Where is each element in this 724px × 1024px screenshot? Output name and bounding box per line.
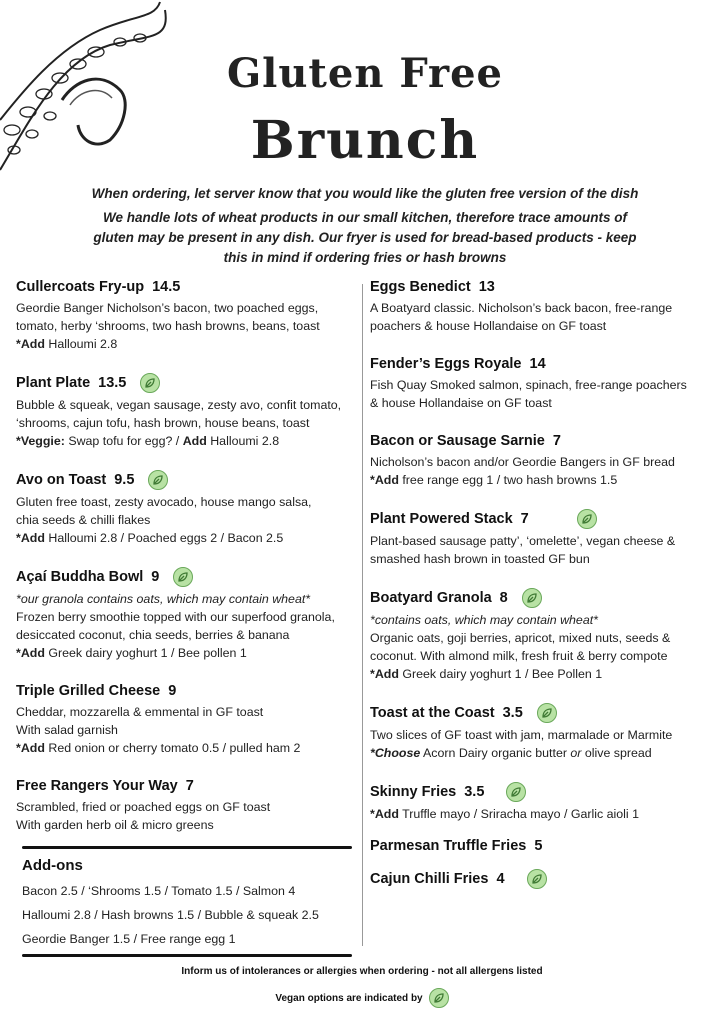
vegan-legend-text: Vegan options are indicated by <box>275 992 423 1004</box>
menu-item <box>16 373 362 450</box>
item-addon: *Add free range egg 1 / two hash browns 1.5 <box>370 473 618 487</box>
item-price: 14.5 <box>152 279 181 295</box>
item-addon: *Add Halloumi 2.8 <box>16 337 118 351</box>
menu-item <box>370 869 710 889</box>
item-price: 13 <box>478 279 495 295</box>
menu-item <box>370 588 710 683</box>
item-addon: *Add Halloumi 2.8 / Poached eggs 2 / Bacon 2.5 <box>16 531 284 545</box>
menu-title-line2: Brunch <box>250 110 480 171</box>
item-name: Parmesan Truffle Fries <box>370 838 527 854</box>
item-price: 7 <box>185 778 194 794</box>
item-price: 4 <box>496 871 505 887</box>
leaf-icon <box>429 988 449 1008</box>
item-description: & house Hollandaise on GF toast <box>370 396 552 410</box>
vegan-legend <box>0 988 724 1008</box>
item-description: Geordie Banger Nicholson’s bacon, two poached eggs, <box>16 301 319 315</box>
item-price: 14 <box>529 356 546 372</box>
item-name: Plant Plate <box>16 375 91 391</box>
leaf-icon <box>522 588 542 608</box>
item-price: 9.5 <box>114 472 135 488</box>
addons-section <box>22 846 352 957</box>
item-price: 9 <box>151 569 160 585</box>
item-price: 3.5 <box>464 784 485 800</box>
left-menu-column <box>16 278 362 854</box>
menu-item <box>16 567 362 662</box>
menu-item <box>370 355 710 412</box>
leaf-icon <box>173 567 193 587</box>
item-description: ‘shrooms, cajun tofu, hash brown, house beans, toast <box>16 416 310 430</box>
item-description: Bubble & squeak, vegan sausage, zesty avo, confit tomato, <box>16 398 342 412</box>
item-name: Açaí Buddha Bowl <box>16 569 144 585</box>
item-description: chia seeds & chilli flakes <box>16 513 151 527</box>
menu-item <box>16 777 362 834</box>
item-price: 13.5 <box>98 375 127 391</box>
addons-line: Halloumi 2.8 / Hash browns 1.5 / Bubble & squeak 2.5 <box>22 908 319 922</box>
right-menu-column <box>370 278 710 909</box>
item-price: 3.5 <box>502 705 523 721</box>
item-description: Nicholson’s bacon and/or Geordie Bangers in GF bread <box>370 455 675 469</box>
item-description: A Boatyard classic. Nicholson’s back bacon, free-range <box>370 301 673 315</box>
item-price: 5 <box>534 838 543 854</box>
menu-item <box>370 703 710 762</box>
item-price: 9 <box>168 683 177 699</box>
item-addon: *Add Greek dairy yoghurt 1 / Bee Pollen 1 <box>370 667 603 681</box>
menu-item <box>370 782 710 823</box>
item-description: Plant-based sausage patty’, ‘omelette’, vegan cheese & <box>370 534 676 548</box>
item-price: 7 <box>552 433 561 449</box>
menu-item <box>370 837 710 855</box>
item-addon: *Add Truffle mayo / Sriracha mayo / Garlic aioli 1 <box>370 807 640 821</box>
menu-item <box>16 278 362 353</box>
item-description: smashed hash brown in toasted GF bun <box>370 552 590 566</box>
item-name: Skinny Fries <box>370 784 457 800</box>
item-description: With salad garnish <box>16 723 118 737</box>
item-name: Avo on Toast <box>16 472 107 488</box>
item-addon: *Add Greek dairy yoghurt 1 / Bee pollen 1 <box>16 646 247 660</box>
addons-line: Bacon 2.5 / ‘Shrooms 1.5 / Tomato 1.5 / Salmon 4 <box>22 884 296 898</box>
item-name: Triple Grilled Cheese <box>16 683 161 699</box>
menu-item <box>370 278 710 335</box>
item-description: With garden herb oil & micro greens <box>16 818 214 832</box>
item-price: 8 <box>499 590 508 606</box>
item-name: Toast at the Coast <box>370 705 495 721</box>
addons-top-rule <box>22 846 352 849</box>
leaf-icon <box>527 869 547 889</box>
item-note: *contains oats, which may contain wheat* <box>370 613 598 627</box>
leaf-icon <box>148 470 168 490</box>
menu-item <box>16 682 362 757</box>
column-divider <box>362 284 363 946</box>
item-name: Free Rangers Your Way <box>16 778 178 794</box>
item-name: Plant Powered Stack <box>370 511 513 527</box>
addons-line: Geordie Banger 1.5 / Free range egg 1 <box>22 932 236 946</box>
item-name: Boatyard Granola <box>370 590 492 606</box>
item-addon: *Add Red onion or cherry tomato 0.5 / pulled ham 2 <box>16 741 301 755</box>
menu-item <box>16 470 362 547</box>
item-name: Eggs Benedict <box>370 279 471 295</box>
leaf-icon <box>140 373 160 393</box>
item-description: desiccated coconut, chia seeds, berries & banana <box>16 628 290 642</box>
item-description: Cheddar, mozzarella & emmental in GF toast <box>16 705 264 719</box>
addons-title: Add-ons <box>22 857 83 874</box>
item-note: *our granola contains oats, which may contain wheat* <box>16 592 311 606</box>
leaf-icon <box>506 782 526 802</box>
menu-item <box>370 432 710 489</box>
allergen-footer-note: Inform us of intolerances or allergies when ordering - not all allergens listed <box>181 966 543 977</box>
item-description: coconut. With almond milk, fresh fruit & berry compote <box>370 649 668 663</box>
item-description: Organic oats, goji berries, apricot, mixed nuts, seeds & <box>370 631 671 645</box>
item-name: Cullercoats Fry-up <box>16 279 145 295</box>
allergen-warning: We handle lots of wheat products in our small kitchen, therefore trace amounts of gluten may be present in any dish. Our fryer is used for bread-based products - keep this in mind if ordering fries or hash browns <box>93 210 637 265</box>
item-name: Fender’s Eggs Royale <box>370 356 522 372</box>
item-addon: *Veggie: Swap tofu for egg? / Add Halloumi 2.8 <box>16 434 280 448</box>
menu-title-line1: Gluten Free <box>226 50 504 97</box>
item-description: Scrambled, fried or poached eggs on GF toast <box>16 800 271 814</box>
item-description: Fish Quay Smoked salmon, spinach, free-range poachers <box>370 378 687 392</box>
item-description: Two slices of GF toast with jam, marmalade or Marmite <box>370 728 673 742</box>
item-description: tomato, herby ‘shrooms, two hash browns, beans, toast <box>16 319 320 333</box>
octopus-tentacle-illustration <box>0 0 200 180</box>
item-name: Bacon or Sausage Sarnie <box>370 433 545 449</box>
item-name: Cajun Chilli Fries <box>370 871 489 887</box>
addons-bottom-rule <box>22 954 352 957</box>
leaf-icon <box>537 703 557 723</box>
menu-item <box>370 509 710 568</box>
item-description: Gluten free toast, zesty avocado, house mango salsa, <box>16 495 312 509</box>
item-price: 7 <box>520 511 529 527</box>
leaf-icon <box>577 509 597 529</box>
item-description: Frozen berry smoothie topped with our superfood granola, <box>16 610 335 624</box>
item-description: poachers & house Hollandaise on GF toast <box>370 319 607 333</box>
ordering-note: When ordering, let server know that you would like the gluten free version of the dish <box>91 186 639 201</box>
item-addon: *Choose Acorn Dairy organic butter or olive spread <box>370 746 652 760</box>
